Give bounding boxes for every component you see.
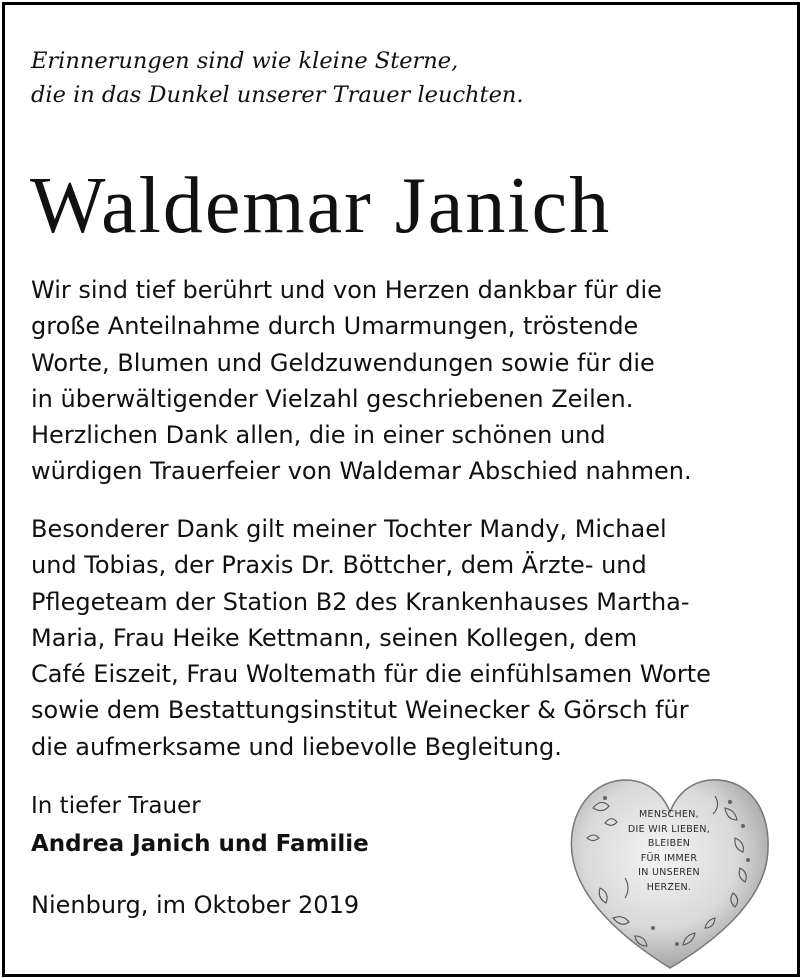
paragraph-line: Pflegeteam der Station B2 des Krankenhauses Martha-	[31, 587, 690, 616]
inscription-line: MENSCHEN,	[639, 809, 699, 820]
paragraph-line: Besonderer Dank gilt meiner Tochter Mandy, Michael	[31, 515, 667, 543]
mourning-intro: In tiefer Trauer	[31, 793, 201, 819]
paragraph-line: in überwältigender Vielzahl geschriebenen Zeilen.	[31, 384, 634, 413]
thanks-paragraph	[31, 272, 692, 490]
paragraph-line: sowie dem Bestattungsinstitut Weinecker & Görsch für	[31, 696, 689, 725]
paragraph-line: Herzlichen Dank allen, die in einer schönen und	[31, 421, 606, 450]
memorial-quote	[31, 44, 524, 112]
paragraph-line: große Anteilnahme durch Umarmungen, tröstende	[31, 312, 639, 341]
inscription-line: DIE WIR LIEBEN,	[627, 823, 711, 835]
paragraph-line: Wir sind tief berührt und von Herzen dankbar für die	[31, 276, 662, 304]
heart-inscription	[623, 808, 715, 895]
paragraph-line: Worte, Blumen und Geldzuwendungen sowie für die	[31, 348, 655, 377]
deceased-name: Waldemar Janich	[30, 162, 612, 250]
paragraph-line: Café Eiszeit, Frau Woltemath für die einfühlsamen Worte	[31, 660, 711, 689]
family-signature: Andrea Janich und Familie	[31, 831, 369, 857]
paragraph-line: würdigen Trauerfeier von Waldemar Abschied nahmen.	[31, 457, 692, 486]
paragraph-line: die aufmerksame und liebevolle Begleitung.	[31, 732, 562, 761]
quote-line: die in das Dunkel unserer Trauer leuchten.	[31, 82, 524, 108]
inscription-line: FÜR IMMER	[640, 852, 698, 864]
quote-line: Erinnerungen sind wie kleine Sterne,	[31, 48, 459, 74]
heart-stone-image	[565, 768, 775, 973]
paragraph-line: Maria, Frau Heike Kettmann, seinen Kollegen, dem	[31, 623, 638, 652]
place-date: Nienburg, im Oktober 2019	[31, 891, 360, 919]
inscription-line: IN UNSEREN	[638, 867, 700, 878]
special-thanks-paragraph	[31, 511, 711, 765]
paragraph-line: und Tobias, der Praxis Dr. Böttcher, dem Ärzte- und	[31, 551, 647, 580]
inscription-line: HERZEN.	[646, 881, 692, 893]
inscription-line: BLEIBEN	[647, 838, 691, 849]
